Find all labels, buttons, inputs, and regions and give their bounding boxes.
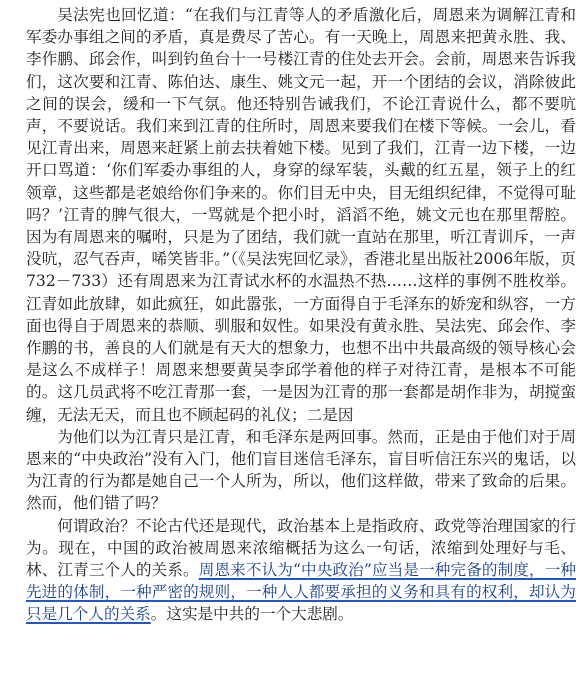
paragraph-what-is-politics xyxy=(26,515,576,626)
paragraph-text: 为他们以为江青只是江青，和毛泽东是两回事。然而，正是由于他们对于周恩来的“中央政治”没有入门，他们盲目迷信毛泽东，盲目听信汪东兴的鬼话，以为江青的行为都是她自己一个人所为，所以，他们这样做，带来了致命的后果。然而，他们错了吗？ xyxy=(26,427,576,513)
underlined-highlight: 周恩来不认为“中央政治”应当是一种完备的制度，一种先进的体制，一种严密的规则，一种人人都要承担的义务和具有的权利，却认为只是几个人的关系 xyxy=(26,561,576,624)
paragraph-text-after: 。这实是中共的一个大悲剧。 xyxy=(150,605,354,624)
paragraph-mao-zhou xyxy=(26,426,576,515)
paragraph-wu-faxian-recollection xyxy=(26,4,576,426)
paragraph-text: 吴法宪也回忆道：“在我们与江青等人的矛盾激化后，周恩来为调解江青和军委办事组之间的矛盾，真是费尽了苦心。有一天晚上，周恩来把黄永胜、我、李作鹏、邱会作，叫到钓鱼台十一号楼江青的住处去开会。会前，周恩来告诉我们，这次要和江青、陈伯达、康生、姚文元一起，开一个团结的会议，消除彼此之间的误会，缓和一下气氛。他还特别告诫我们，不论江青说什么，都不要吭声，不要说话。我们来到江青的住所时，周恩来要我们在楼下等候。一会儿，看见江青出来，周恩来赶紧上前去扶着她下楼。见到了我们，江青一边下楼，一边开口骂道：‘你们军委办事组的人，身穿的绿军装，头戴的红五星，领子上的红领章，这些都是老娘给你们争来的。你们目无中央，目无组织纪律，不觉得可耻吗？’江青的脾气很大，一骂就是个把小时，滔滔不绝，姚文元也在那里帮腔。因为有周恩来的嘱咐，只是为了团结，我们就一直站在那里，听江青训斥，一声没吭，忍气吞声，唏笑皆非。”（《吴法宪回忆录》，香港北星出版社2006年版，页732－733）还有周恩来为江青试水杯的水温热不热……这样的事例不胜枚举。江青如此放肆，如此疯狂，如此嚣张，一方面得自于毛泽东的娇宠和纵容，一方面也得自于周恩来的恭顺、驯服和奴性。如果没有黄永胜、吴法宪、邱会作、李作鹏的书，善良的人们就是有天大的想象力，也想不出中共最高级的领导核心会是这么不成样子！周恩来想要黄吴李邱学着他的样子对待江青，是根本不可能的。这几员武将不吃江青那一套，一是因为江青的那一套都是胡作非为，胡搅蛮缠，无法无天，而且也不顾起码的礼仪；二是因 xyxy=(26,6,576,424)
paragraph-text-before: 何谓政治？不论古代还是现代，政治基本上是指政府、政党等治理国家的行为。现在，中国的政治被周恩来浓缩概括为这么一句话，浓缩到处理好与毛、林、江青三个人的关系。 xyxy=(26,516,576,580)
